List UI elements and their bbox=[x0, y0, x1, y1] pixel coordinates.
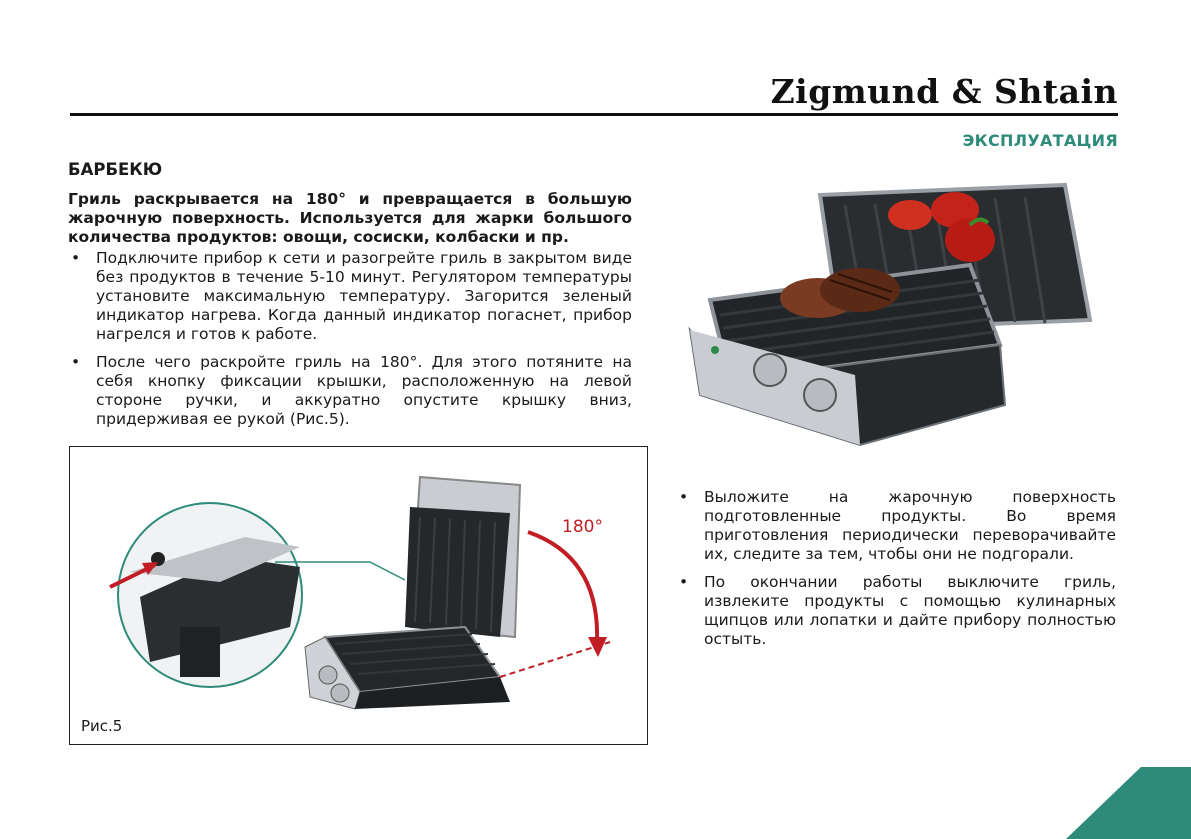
brand-logo: Zigmund & Shtain bbox=[770, 72, 1118, 111]
bullet-icon: • bbox=[679, 488, 689, 506]
list-item bbox=[68, 353, 632, 429]
list-item bbox=[676, 488, 1116, 564]
list-item-text: Выложите на жарочную поверхность подготовленные продукты. Во время приготовления периодически переворачивайте их, следите за тем, чтобы они не подгорали. bbox=[704, 488, 1116, 563]
section-heading: ЭКСПЛУАТАЦИЯ bbox=[962, 131, 1118, 150]
instruction-list-left bbox=[68, 249, 632, 438]
bullet-icon: • bbox=[71, 249, 81, 267]
grill-open-diagram bbox=[70, 447, 648, 745]
angle-label: 180° bbox=[562, 517, 603, 537]
list-item-text: После чего раскройте гриль на 180°. Для этого потяните на себя кнопку фиксации крышки, расположенную на левой стороне ручки, и аккуратно опустите крышку вниз, придерживая ее рукой (Рис.5). bbox=[96, 353, 632, 428]
list-item-text: По окончании работы выключите гриль, извлеките продукты с помощью кулинарных щипцов или лопатки и дайте прибору полностью остыть. bbox=[704, 573, 1116, 648]
bullet-icon: • bbox=[71, 353, 81, 371]
list-item bbox=[676, 573, 1116, 649]
instruction-list-right bbox=[676, 488, 1116, 658]
intro-paragraph: Гриль раскрывается на 180° и превращается в большую жарочную поверхность. Используется для жарки большого количества продуктов: овощи, сосиски, колбаски и пр. bbox=[68, 190, 632, 246]
corner-decoration bbox=[1066, 767, 1191, 839]
figure-5 bbox=[69, 446, 648, 745]
list-item-text: Подключите прибор к сети и разогрейте гриль в закрытом виде без продуктов в течение 5-10 минут. Регулятором температуры установите максимальную температуру. Загорится зеленый индикатор нагрева. Когда данный индикатор погаснет, прибор нагрелся и готов к работе. bbox=[96, 249, 632, 343]
header-rule bbox=[70, 113, 1118, 116]
figure-caption: Рис.5 bbox=[81, 717, 123, 735]
bullet-icon: • bbox=[679, 573, 689, 591]
page-title: БАРБЕКЮ bbox=[68, 160, 163, 179]
grill-product-photo bbox=[670, 170, 1110, 470]
list-item bbox=[68, 249, 632, 344]
